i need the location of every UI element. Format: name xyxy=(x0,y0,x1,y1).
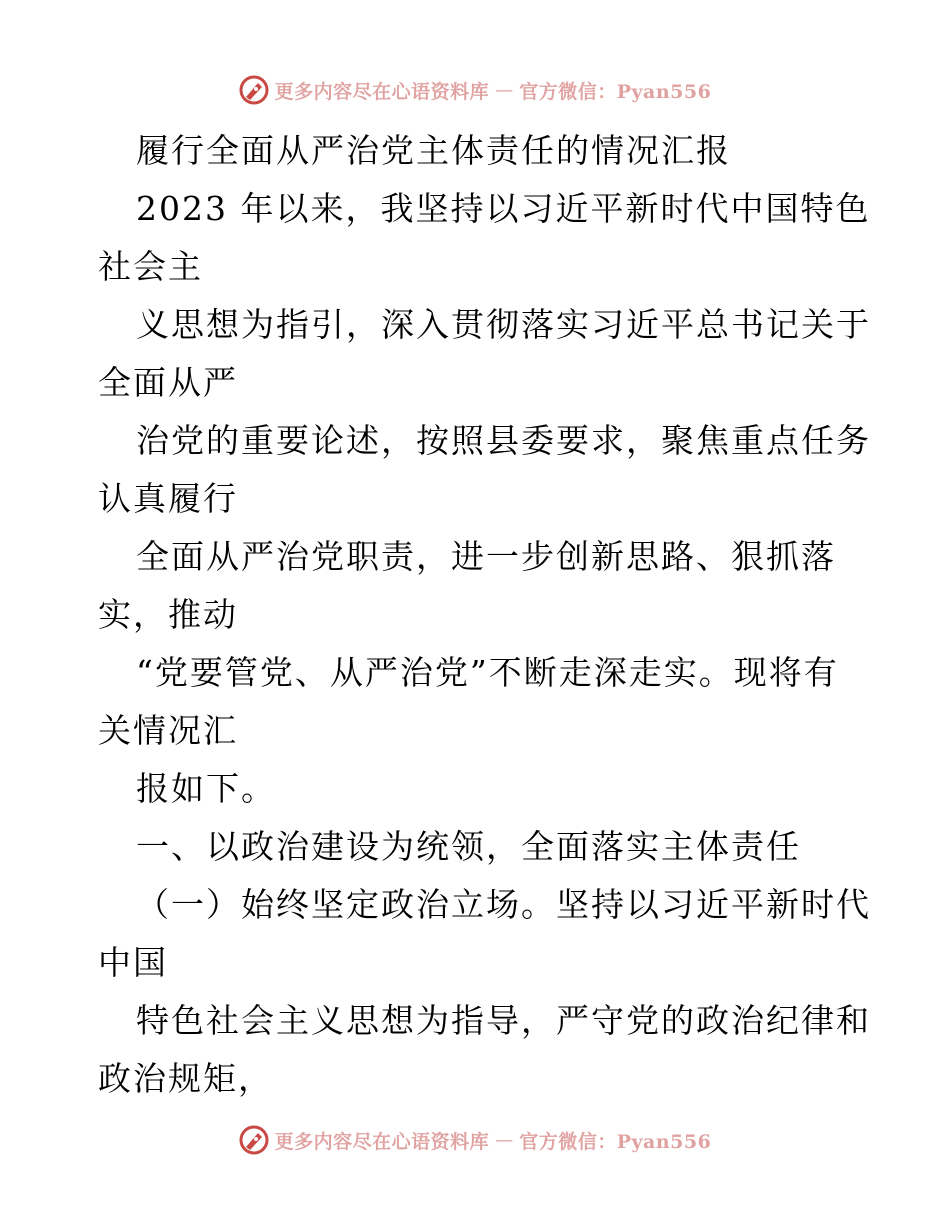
watermark-main-text: 更多内容尽在心语资料库 xyxy=(274,80,490,103)
document-line: 履行全面从严治党主体责任的情况汇报 xyxy=(136,131,731,170)
watermark-sub-text: 官方微信：Pyan556 xyxy=(519,80,712,103)
document-line: 实，推动 xyxy=(98,595,238,634)
document-line: 一、以政治建设为统领，全面落实主体责任 xyxy=(136,827,801,866)
document-line: 社会主 xyxy=(98,247,203,286)
document-line: 特色社会主义思想为指导，严守党的政治纪律和 xyxy=(136,1001,871,1040)
document-line: “党要管党、从严治党”不断走深走实。现将有 xyxy=(136,653,839,692)
document-line: 政治规矩， xyxy=(98,1059,273,1098)
document-line: 报如下。 xyxy=(136,769,276,808)
watermark-main-text: 更多内容尽在心语资料库 xyxy=(274,1130,490,1153)
document-line: 全面从严 xyxy=(98,363,238,402)
watermark-header xyxy=(0,70,950,110)
document-line: 关情况汇 xyxy=(98,711,238,750)
document-line: 治党的重要论述，按照县委要求，聚焦重点任务 xyxy=(136,421,871,460)
watermark-dash: — xyxy=(495,79,514,101)
watermark-dash: — xyxy=(495,1129,514,1151)
document-line: 中国 xyxy=(98,943,168,982)
document-line: 全面从严治党职责，进一步创新思路、狠抓落 xyxy=(136,537,836,576)
watermark-footer xyxy=(0,1120,950,1160)
pen-logo-icon xyxy=(239,75,269,105)
document-body xyxy=(98,122,871,1108)
document-line: 义思想为指引，深入贯彻落实习近平总书记关于 xyxy=(136,305,871,344)
document-line: 2023 年以来，我坚持以习近平新时代中国特色 xyxy=(136,189,871,228)
pen-logo-icon xyxy=(239,1125,269,1155)
document-line: （一）始终坚定政治立场。坚持以习近平新时代 xyxy=(136,885,871,924)
document-line: 认真履行 xyxy=(98,479,238,518)
watermark-sub-text: 官方微信：Pyan556 xyxy=(519,1130,712,1153)
